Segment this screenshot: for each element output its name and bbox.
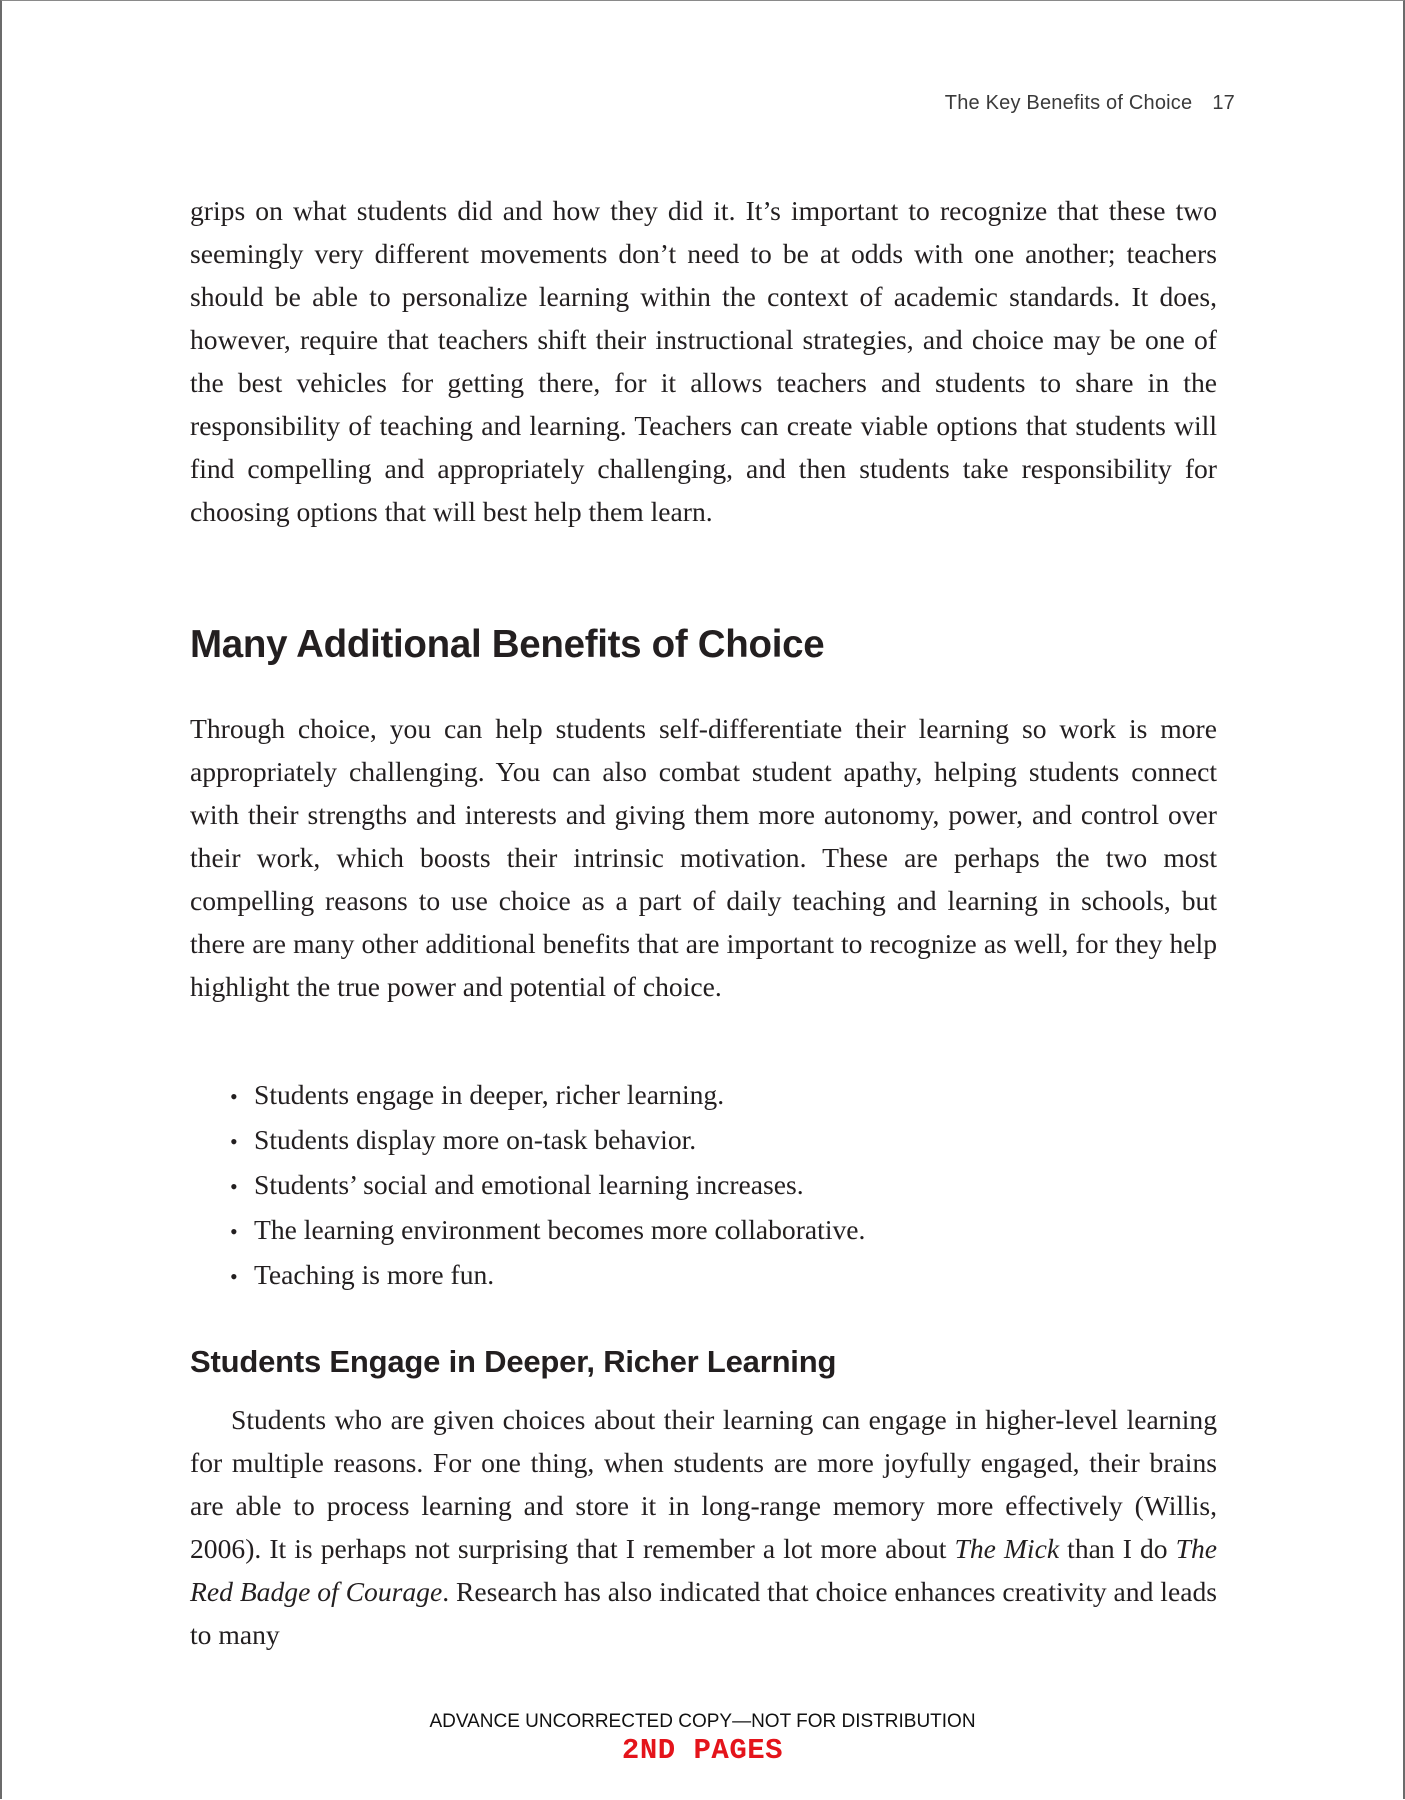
distribution-notice: ADVANCE UNCORRECTED COPY—NOT FOR DISTRIBUTION xyxy=(429,1711,976,1732)
list-item xyxy=(230,1073,865,1118)
list-item-text: Students engage in deeper, richer learning. xyxy=(254,1079,725,1110)
paragraph-text: than I do xyxy=(1059,1533,1176,1564)
list-item-text: The learning environment becomes more collaborative. xyxy=(254,1214,866,1245)
list-item xyxy=(230,1163,865,1208)
bullet-icon: • xyxy=(230,1219,238,1244)
bullet-icon: • xyxy=(230,1084,238,1109)
paragraph-text: . Research has also indicated that choice enhances creativity and leads to many xyxy=(190,1576,1217,1650)
paragraph-text: Students who are given choices about their learning can engage in higher-level learning for multiple reasons. For one thing, when students are more joyfully engaged, their brains are able to process learning and store it in long-range memory more effectively (Willis, 2006). It is perhaps not surprising that I remember a lot more about xyxy=(190,1404,1217,1564)
intro-paragraph-block xyxy=(190,189,1217,533)
book-title-italic: The Mick xyxy=(954,1533,1060,1564)
book-title-italic: The Red Badge of Courage xyxy=(190,1533,1217,1607)
deeper-learning-paragraph xyxy=(190,1398,1217,1656)
bullet-icon: • xyxy=(230,1129,238,1154)
benefits-list xyxy=(230,1073,865,1298)
list-item-text: Students display more on-task behavior. xyxy=(254,1124,697,1155)
subsection-heading: Students Engage in Deeper, Richer Learning xyxy=(190,1344,837,1379)
page-number: 17 xyxy=(1212,92,1235,114)
list-item xyxy=(230,1253,865,1298)
running-head xyxy=(945,92,1235,115)
chapter-title: The Key Benefits of Choice xyxy=(944,92,1193,114)
list-item-text: Students’ social and emotional learning increases. xyxy=(254,1169,804,1200)
benefits-intro-paragraph: Through choice, you can help students self-differentiate their learning so work is more appropriately challenging. You can also combat student apathy, helping students connect with their strengths and interests and giving them more autonomy, power, and control over their work, which boosts their intrinsic motivation. These are perhaps the two most compelling reasons to use choice as a part of daily teaching and learning in schools, but there are many other additional benefits that are important to recognize as well, for they help highlight the true power and potential of choice. xyxy=(190,713,1217,1002)
deeper-learning-block xyxy=(190,1398,1217,1656)
section-heading: Many Additional Benefits of Choice xyxy=(190,623,825,666)
bullet-icon: • xyxy=(230,1264,238,1289)
list-item-text: Teaching is more fun. xyxy=(254,1259,495,1290)
intro-paragraph: grips on what students did and how they did it. It’s important to recognize that these two seemingly very different movements don’t need to be at odds with one another; teachers should be able to personalize learning within the context of academic standards. It does, however, require that teachers shift their instructional strategies, and choice may be one of the best vehicles for getting there, for it allows teachers and students to share in the responsibility of teaching and learning. Teachers can create viable options that students will find compelling and appropriately challenging, and then students take responsibility for choosing options that will best help them learn. xyxy=(190,195,1217,527)
list-item xyxy=(230,1118,865,1163)
bullet-icon: • xyxy=(230,1174,238,1199)
list-item xyxy=(230,1208,865,1253)
proof-stamp: 2ND PAGES xyxy=(621,1734,784,1767)
benefits-intro-block xyxy=(190,707,1217,1008)
